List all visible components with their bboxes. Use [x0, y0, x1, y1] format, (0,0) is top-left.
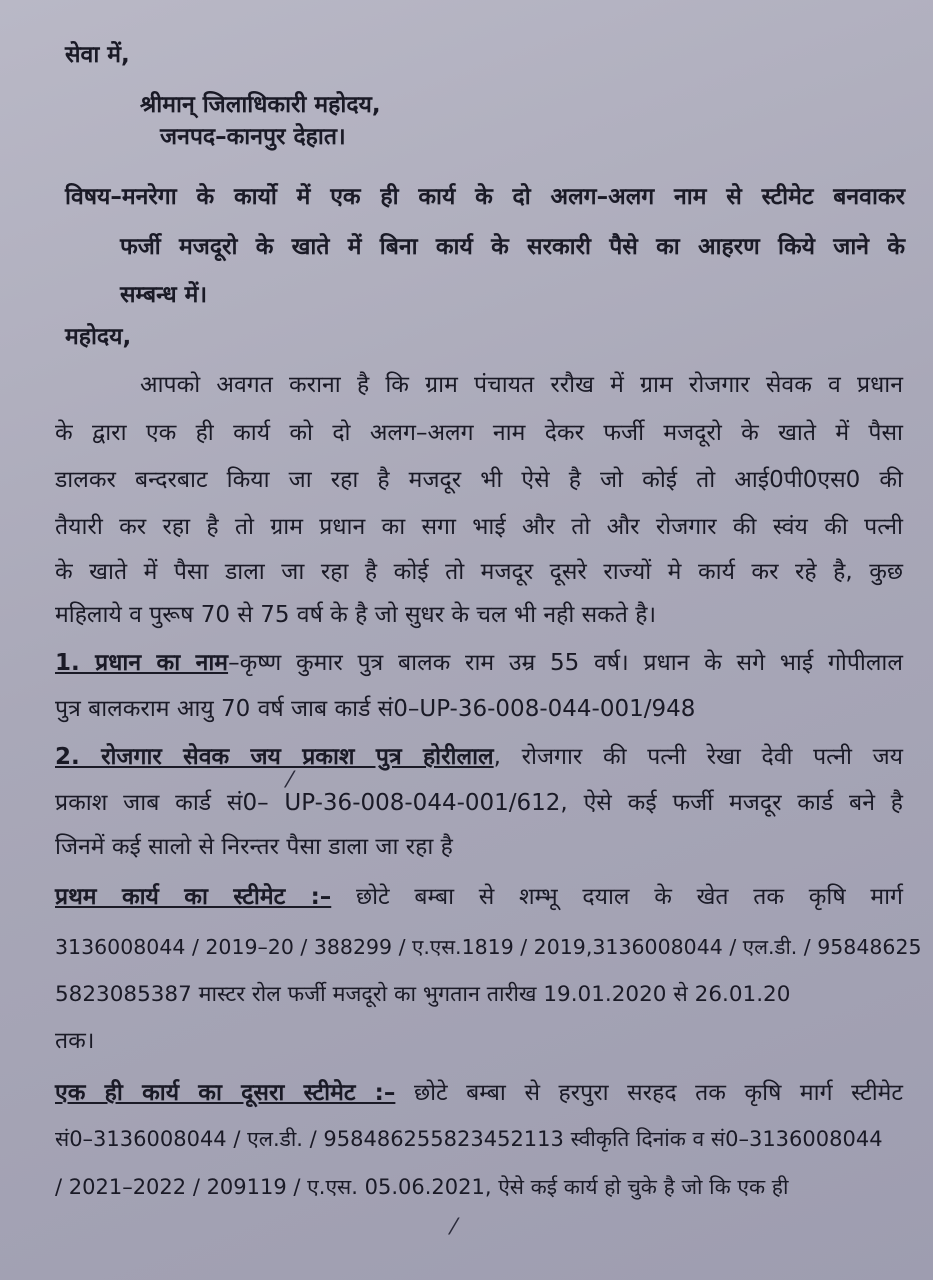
item1-line-1 — [55, 648, 903, 678]
estimate1-line-1 — [55, 882, 903, 912]
estimate1-line1-text: छोटे बम्बा से शम्भू दयाल के खेत तक कृषि मार्ग — [331, 884, 903, 910]
estimate2-heading: एक ही कार्य का दूसरा स्टीमेट :– — [55, 1080, 396, 1106]
estimate2-line-1 — [55, 1078, 903, 1108]
addressee: श्रीमान् जिलाधिकारी महोदय, — [140, 92, 381, 118]
body-line-5: के खाते में पैसा डाला जा रहा है कोई तो मजदूर दूसरे राज्यों मे कार्य कर रहे है, कुछ — [55, 559, 903, 585]
item2-line-2: प्रकाश जाब कार्ड सं0– UP-36-008-044-001/612, ऐसे कई फर्जी मजदूर कार्ड बने है — [55, 790, 903, 816]
body-line-4: तैयारी कर रहा है तो ग्राम प्रधान का सगा भाई और तो और रोजगार की स्वंय की पत्नी — [55, 514, 903, 540]
item2-line-1 — [55, 742, 903, 772]
body-line-6: महिलाये व पुरूष 70 से 75 वर्ष के है जो सुधर के चल भी नही सकते है। — [55, 602, 657, 628]
estimate1-line-2: 3136008044 / 2019–20 / 388299 / ए.एस.1819 / 2019,3136008044 / एल.डी. / 95848625 — [55, 935, 922, 959]
pen-mark: ⁄ — [288, 768, 292, 793]
body-line-3: डालकर बन्दरबाट किया जा रहा है मजदूर भी ऐसे है जो कोई तो आई0पी0एस0 की — [55, 467, 903, 493]
body-line-1: आपको अवगत कराना है कि ग्राम पंचायत ररौख में ग्राम रोजगार सेवक व प्रधान — [140, 372, 903, 398]
estimate1-heading: प्रथम कार्य का स्टीमेट :– — [55, 884, 332, 910]
item1-heading: 1. प्रधान का नाम — [55, 650, 229, 676]
estimate1-line-4: तक। — [55, 1028, 95, 1054]
subject-line-1: विषय–मनरेगा के कार्यो में एक ही कार्य के दो अलग–अलग नाम से स्टीमेट बनवाकर — [65, 184, 905, 210]
subject-line-2: फर्जी मजदूरो के खाते में बिना कार्य के सरकारी पैसे का आहरण किये जाने के — [120, 234, 905, 260]
item2-line-3: जिनमें कई सालो से निरन्तर पैसा डाला जा रहा है — [55, 834, 453, 860]
estimate2-line1-text: छोटे बम्बा से हरपुरा सरहद तक कृषि मार्ग स्टीमेट — [395, 1080, 903, 1106]
estimate2-line-2: सं0–3136008044 / एल.डी. / 958486255823452113 स्वीकृति दिनांक व सं0–3136008044 — [55, 1127, 883, 1151]
estimate1-line-3: 5823085387 मास्टर रोल फर्जी मजदूरो का भुगतान तारीख 19.01.2020 से 26.01.20 — [55, 982, 791, 1007]
item2-line1-text: , रोजगार की पत्नी रेखा देवी पत्नी जय — [493, 744, 903, 770]
subject-line-3: सम्बन्ध में। — [120, 282, 208, 308]
salutation-to: सेवा में, — [65, 42, 130, 68]
greeting: महोदय, — [65, 324, 132, 350]
district: जनपद–कानपुर देहात। — [160, 124, 346, 150]
body-line-2: के द्वारा एक ही कार्य को दो अलग–अलग नाम देकर फर्जी मजदूरो के खाते में पैसा — [55, 420, 903, 446]
ink-dot: ⁄ — [452, 1215, 456, 1240]
item2-heading: 2. रोजगार सेवक जय प्रकाश पुत्र होरीलाल — [55, 744, 494, 770]
estimate2-line-3: / 2021–2022 / 209119 / ए.एस. 05.06.2021, ऐसे कई कार्य हो चुके है जो कि एक ही — [55, 1175, 789, 1199]
item1-line1-text: –कृष्ण कुमार पुत्र बालक राम उम्र 55 वर्ष। प्रधान के सगे भाई गोपीलाल — [228, 650, 903, 676]
item1-line-2: पुत्र बालकराम आयु 70 वर्ष जाब कार्ड सं0–UP-36-008-044-001/948 — [55, 696, 696, 722]
